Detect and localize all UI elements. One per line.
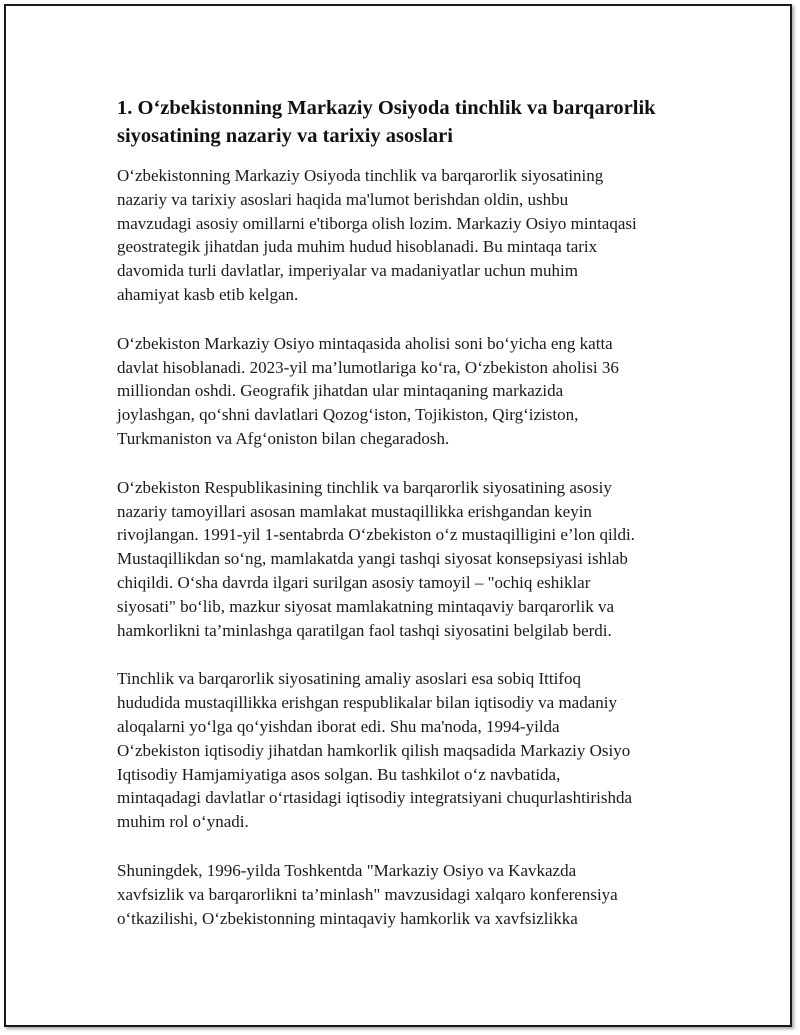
paragraph-line: O‘zbekiston Respublikasining tinchlik va barqarorlik siyosatining asosiy bbox=[117, 477, 612, 497]
paragraph-line: muhim rol o‘ynadi. bbox=[117, 812, 249, 832]
paragraph-line: Iqtisodiy Hamjamiyatiga asos solgan. Bu tashkilot o‘z navbatida, bbox=[117, 764, 561, 784]
title-line-1: 1. O‘zbekistonning Markaziy Osiyoda tinchlik va barqarorlik bbox=[117, 97, 656, 119]
paragraph-line: davomida turli davlatlar, imperiyalar va madaniyatlar uchun muhim bbox=[117, 261, 579, 281]
paragraph-3 bbox=[117, 476, 697, 643]
paragraph-line: milliondan oshdi. Geografik jihatdan ular mintaqaning markazida bbox=[117, 381, 564, 401]
paragraph-line: ahamiyat kasb etib kelgan. bbox=[117, 284, 299, 304]
paragraph-line: mintaqadagi davlatlar o‘rtasidagi iqtisodiy integratsiyani chuqurlashtirishda bbox=[117, 788, 633, 808]
paragraph-line: siyosati" bo‘lib, mazkur siyosat mamlakatning mintaqaviy barqarorlik va bbox=[117, 596, 614, 616]
paragraph-line: mavzudagi asosiy omillarni e'tiborga olish lozim. Markaziy Osiyo mintaqasi bbox=[117, 213, 637, 233]
paragraph-line: O‘zbekistonning Markaziy Osiyoda tinchlik va barqarorlik siyosatining bbox=[117, 166, 604, 185]
paragraph-line: o‘tkazilishi, O‘zbekistonning mintaqaviy hamkorlik va xavfsizlikka bbox=[117, 908, 578, 928]
paragraph-line: Turkmaniston va Afg‘oniston bilan chegaradosh. bbox=[117, 428, 450, 448]
paragraph-line: rivojlangan. 1991-yil 1-sentabrda O‘zbekiston o‘z mustaqilligini e’lon qildi. bbox=[117, 525, 635, 545]
document-title bbox=[117, 94, 697, 150]
paragraph-line: Mustaqillikdan so‘ng, mamlakatda yangi tashqi siyosat konsepsiyasi ishlab bbox=[117, 549, 628, 569]
paragraph-line: joylashgan, qo‘shni davlatlari Qozog‘iston, Tojikiston, Qirg‘iziston, bbox=[117, 405, 579, 425]
paragraph-line: nazariy va tarixiy asoslari haqida ma'lumot berishdan oldin, ushbu bbox=[117, 189, 569, 209]
paragraph-1 bbox=[117, 164, 697, 307]
paragraph-line: chiqildi. O‘sha davrda ilgari surilgan asosiy tamoyil – "ochiq eshiklar bbox=[117, 572, 591, 592]
paragraph-line: geostrategik jihatdan juda muhim hudud hisoblanadi. Bu mintaqa tarix bbox=[117, 237, 598, 257]
paragraph-line: Shuningdek, 1996-yilda Toshkentda "Markaziy Osiyo va Kavkazda bbox=[117, 860, 577, 880]
paragraph-list bbox=[117, 164, 697, 930]
paragraph-line: davlat hisoblanadi. 2023-yil ma’lumotlariga ko‘ra, O‘zbekiston aholisi 36 bbox=[117, 357, 619, 377]
paragraph-line: nazariy tamoyillari asosan mamlakat mustaqillikka erishgandan keyin bbox=[117, 501, 592, 521]
document-body bbox=[117, 94, 697, 955]
paragraph-5 bbox=[117, 859, 697, 930]
paragraph-4 bbox=[117, 667, 697, 834]
title-line-2: siyosatining nazariy va tarixiy asoslari bbox=[117, 125, 453, 147]
paragraph-line: hududida mustaqillikka erishgan respublikalar bilan iqtisodiy va madaniy bbox=[117, 693, 617, 713]
paragraph-2 bbox=[117, 332, 697, 451]
paragraph-line: xavfsizlik va barqarorlikni ta’minlash" mavzusidagi xalqaro konferensiya bbox=[117, 884, 618, 904]
paragraph-line: aloqalarni yo‘lga qo‘yishdan iborat edi. Shu ma'noda, 1994-yilda bbox=[117, 716, 560, 736]
paragraph-line: Tinchlik va barqarorlik siyosatining amaliy asoslari esa sobiq Ittifoq bbox=[117, 669, 581, 689]
paragraph-line: hamkorlikni ta’minlashga qaratilgan faol tashqi siyosatini belgilab berdi. bbox=[117, 620, 612, 640]
paragraph-line: O‘zbekiston iqtisodiy jihatdan hamkorlik qilish maqsadida Markaziy Osiyo bbox=[117, 740, 631, 760]
paragraph-line: O‘zbekiston Markaziy Osiyo mintaqasida aholisi soni bo‘yicha eng katta bbox=[117, 333, 613, 353]
